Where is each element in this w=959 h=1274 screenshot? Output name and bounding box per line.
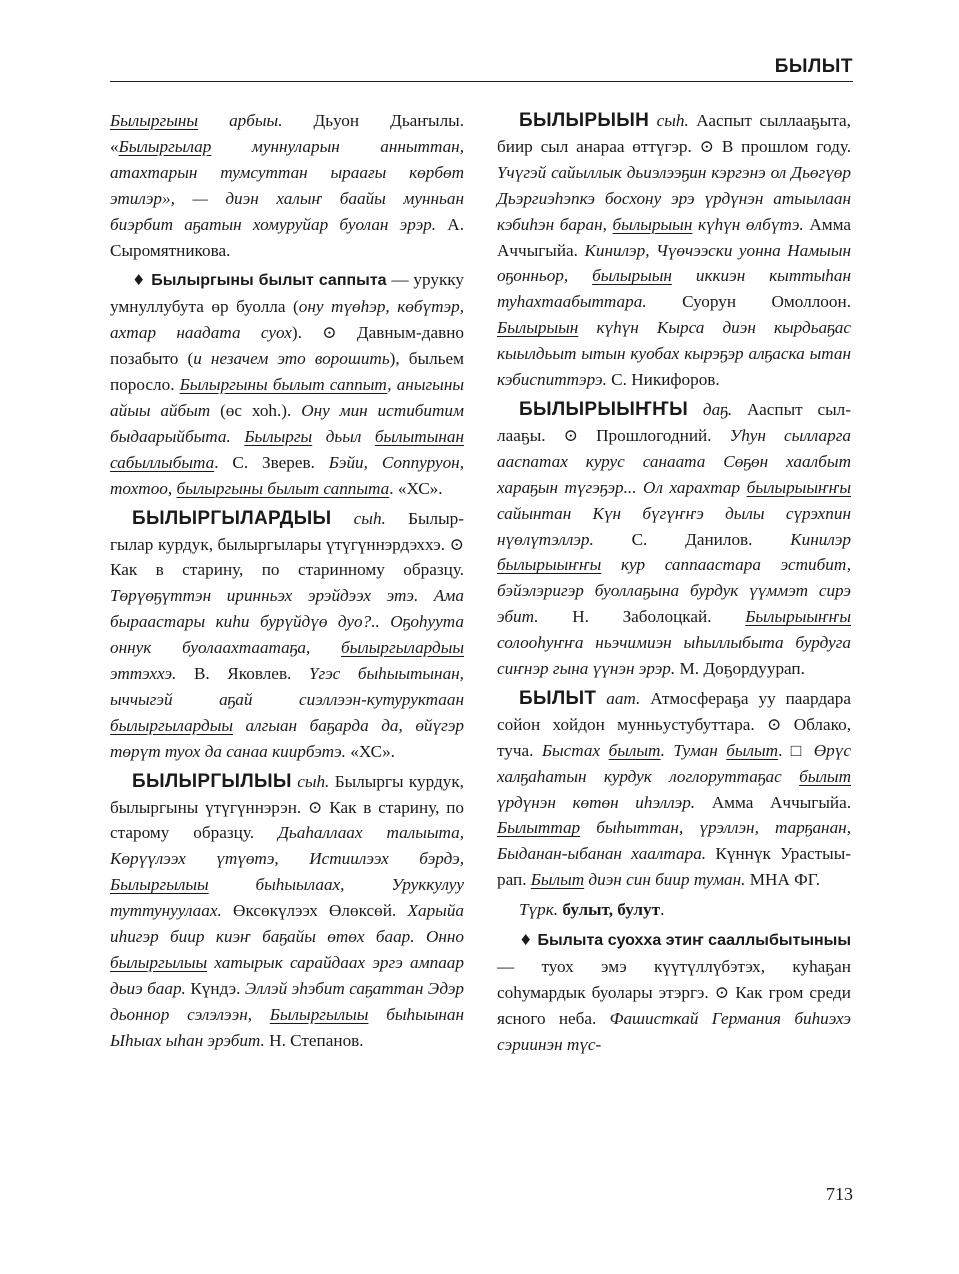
text-segment: , аныгыны айыы айбыт	[110, 375, 464, 420]
text-segment: С. Данилов.	[631, 529, 791, 549]
text-segment: кур саппаастара эстибит, бэйэлэригэр буоллаҕына бурдук үүммэт сирэ эбит.	[497, 555, 851, 627]
text-segment: Амма Аччыгыйа.	[711, 792, 851, 812]
text-segment: Харыйа иһигэр биир киэҥ баҕайы өтөх баар. Онно	[110, 901, 465, 947]
text-segment: и незачем это ворошить	[193, 349, 390, 369]
text-segment: . □	[778, 740, 814, 760]
text-segment: Ааспыт сыллааҕыта, биир сыл анараа өттүгэр. ⊙ В прошлом году.	[497, 111, 851, 156]
text-segment: Былырыыҥҥы	[745, 607, 851, 627]
text-segment: былырыыҥҥы	[746, 477, 851, 497]
text-segment: быһыттан, үрэллэн, тарҕанан, Быданан-ыбанан хаалтара.	[497, 818, 851, 864]
running-head: БЫЛЫТ	[774, 56, 853, 77]
text-segment: арбыы.	[198, 111, 314, 130]
text-segment: үрдүнэн көтөн иһэллэр.	[497, 792, 712, 812]
text-segment: Түрк.	[519, 900, 563, 920]
text-segment: Бэйи, Соппуруон, тохтоо,	[110, 452, 464, 498]
header-rule	[110, 81, 853, 82]
headword: БЫЛЫТ	[519, 687, 597, 709]
entry-paragraph	[497, 108, 851, 393]
text-segment: А. Сыромятникова.	[110, 214, 464, 260]
part-of-speech: сыһ.	[649, 111, 689, 130]
text-segment: Н. Степанов.	[269, 1030, 364, 1050]
right-column	[497, 108, 851, 1062]
entry-paragraph	[110, 769, 464, 1054]
text-segment: сайынтан Күн бүгүҥҥэ дылы сүрэхпин нүөлүтэллэр.	[497, 503, 851, 549]
text-segment: Кинилэр, Чүөчээски уонна Намыын оҕонньор,	[497, 240, 851, 286]
entry-paragraph	[110, 108, 464, 263]
text-segment: күһүн өлбүтэ.	[692, 214, 810, 234]
text-segment: Былыргыны былыт саппыт	[179, 375, 388, 395]
headword: БЫЛЫРГЫЛЫЫ	[132, 770, 292, 792]
text-segment: Фашисткай Германия биһиэхэ сэриинэн түс-	[497, 1008, 851, 1054]
text-segment: Ону мин истибитим быдаарыйбыта.	[110, 400, 464, 446]
text-segment: Өксөкүлээх Өлөксөй.	[233, 901, 408, 921]
headword: БЫЛЫРЫЫҤҤЫ	[519, 398, 689, 420]
text-segment: (өс хоһ.).	[210, 400, 302, 420]
text-segment: . «ХС».	[389, 478, 443, 498]
entry-paragraph	[110, 506, 464, 765]
text-segment: С. Никифоров.	[611, 370, 720, 390]
text-segment: диэн син биир туман.	[584, 870, 750, 890]
text-segment: быһыылаах, Уруккулуу туттунуулаах.	[110, 875, 464, 921]
text-segment: ). ⊙ Давным-давно позабыто (	[110, 323, 464, 369]
left-column	[110, 108, 464, 1058]
text-segment: МНА ФГ.	[749, 870, 821, 890]
text-segment: эттэххэ.	[110, 664, 194, 684]
entry-paragraph	[497, 897, 851, 923]
text-segment: былыргылыы	[110, 953, 208, 972]
text-segment: былыргылардыы	[110, 715, 233, 735]
text-segment: Былыргы	[244, 426, 313, 446]
text-segment: Өрүс халҕаһатын курдук логлоруттаҕас	[497, 740, 851, 786]
text-segment: Эллэй эһэбит саҕаттан Эдэр дьоннор сэлэлээн,	[110, 978, 464, 1024]
text-segment: Күндэ.	[190, 978, 245, 998]
text-segment: Быстах	[541, 740, 609, 760]
entry-paragraph	[497, 397, 851, 682]
text-segment: Былыттар	[497, 818, 581, 838]
text-segment: Кинилэр	[790, 529, 852, 549]
text-segment: былыргыны былыт саппыта	[176, 478, 390, 498]
text-segment: алгыан баҕарда да, өйүгэр төрүт туох да санаа киирбэтэ.	[110, 715, 464, 761]
text-segment: муннуларын анныттан, атахтарын тумсуттан ыраағы көрбөт этилэр», — диэн халыҥ баайы мунньан биэрбит аҕатын хомуруйар буолан эрэр.	[110, 136, 464, 234]
text-segment: былытынан сабыллыбыта	[110, 426, 464, 472]
text-segment: хатырык сарайдаах эргэ ампаар дьиэ баар.	[110, 953, 464, 998]
text-segment: Уһун сылларга ааспатах курус санаата Сөҕөн хаалбыт хараҕын түгэҕэр... Ол харахтар	[497, 425, 851, 497]
text-segment: былырыыҥҥы	[497, 555, 602, 575]
text-segment: былыт	[608, 740, 661, 760]
headword: БЫЛЫРГЫЛАРДЫЫ	[132, 507, 332, 529]
text-segment: Ааспыт сыллааҕы. ⊙ Прошлогодний.	[497, 399, 851, 445]
text-segment: Төрүөҕүттэн иринньэх эрэйдээх этэ. Ама быраастары киһи бурүйдүө дуо?.. Оҕоһуута оннук буолаахтаатаҕа,	[110, 586, 464, 658]
text-segment: былырыын	[592, 266, 672, 286]
text-segment: былыт	[726, 740, 779, 760]
text-segment: Дьаһаллаах талыыта, Көрүүлээх үтүөтэ, Истиилээх бэрдэ,	[110, 823, 464, 869]
text-segment: булыт, булут	[562, 900, 661, 920]
text-segment: быһыынан Ыһыах ыһан эрэбит.	[110, 1004, 464, 1050]
part-of-speech: сыһ.	[331, 508, 386, 528]
text-segment: былыргылардыы	[341, 638, 464, 658]
idiom-phrase: Былыта суохха этиҥ сааллыбытыныы	[537, 932, 852, 950]
text-segment: ♦	[132, 271, 152, 290]
text-segment: Суорун Омоллоон.	[682, 292, 851, 312]
text-segment: дьыл	[312, 426, 375, 446]
text-segment: иккиэн кыттыһан туһахтаабыттара.	[497, 266, 852, 312]
text-segment: Үчүгэй сайыллык дьиэлээҕин кэргэнэ ол Дьөгүөр Дьэргиэһэпкэ босхону эрэ үрдүнэн атыылаан кэбиһэн баран,	[497, 162, 851, 234]
entry-paragraph	[497, 927, 851, 1058]
text-segment: Күннүк Урастыырап.	[497, 844, 852, 890]
text-segment: күһүн Кырса диэн кырдьаҕас кыылдьыт ытын куобах кырэҕэр алҕаска ытан кэбиспиттэрэ.	[497, 318, 851, 390]
text-segment: Былыргылыы	[110, 875, 209, 895]
entry-paragraph	[110, 267, 464, 501]
part-of-speech: даҕ.	[688, 399, 733, 419]
text-segment: ♦	[519, 931, 538, 950]
text-segment: . С. Зверев.	[214, 452, 329, 472]
text-segment: Былыргылыы	[269, 1004, 369, 1024]
headword: БЫЛЫРЫЫН	[519, 110, 650, 131]
part-of-speech: сыһ.	[291, 771, 330, 791]
text-segment: солооһуҥҥа ньэчимиэн ыһыллыбыта бурдуга сиҥнэр гына үүнэн эрэр.	[497, 633, 851, 679]
part-of-speech: аат.	[596, 688, 641, 708]
page-number: 713	[826, 1184, 853, 1204]
text-segment: В. Яковлев.	[193, 664, 309, 684]
text-segment: ону түөһэр, көбүтэр, ахтар наадата суох	[110, 297, 464, 343]
text-segment: — урукку умнуллубута өр буолла (	[110, 270, 464, 317]
text-segment: — туох эмэ күүтүллүбэтэх, куһаҕан соһумардык буолары этэргэ. ⊙ Как гром среди ясного неба.	[497, 957, 851, 1028]
entry-paragraph	[497, 686, 851, 893]
text-segment: Былыт	[530, 870, 585, 890]
text-segment: Амма Аччыгыйа.	[497, 214, 851, 260]
text-segment: Былыргылар курдук, былыргылары үтүгүннэрдэххэ. ⊙ Как в старину, по старинному образцу.	[110, 508, 464, 580]
text-segment: Былыргы курдук, былыргыны үтүгүннэрэн. ⊙ Как в старину, по старому образцу.	[110, 771, 464, 843]
text-segment: Былыргылар	[118, 136, 212, 156]
text-segment: былырыын	[612, 214, 693, 234]
text-segment: Атмосфераҕа уу паардара сойон хойдон мунньустубуттара. ⊙ Облако, туча.	[497, 688, 852, 760]
idiom-phrase: Былыргыны былыт саппыта	[151, 272, 387, 290]
text-segment: Н. Заболоцкай.	[572, 607, 746, 627]
text-segment: М. Доҕордуурап.	[679, 659, 805, 679]
text-segment: .	[660, 900, 665, 920]
text-segment: Дьуон Дьаҥылы. «	[110, 111, 464, 156]
text-segment: Үгэс быһыытынан, ыччыгэй аҕай сиэллээн-кутуруктаан	[110, 664, 464, 709]
text-segment: «ХС».	[350, 741, 395, 761]
text-segment: Былырыын	[497, 318, 579, 338]
text-segment: . Туман	[660, 740, 727, 760]
text-segment: ), быльем поросло.	[110, 349, 465, 395]
text-segment: Былыргыны	[110, 111, 199, 130]
text-segment: былыт	[799, 766, 851, 786]
